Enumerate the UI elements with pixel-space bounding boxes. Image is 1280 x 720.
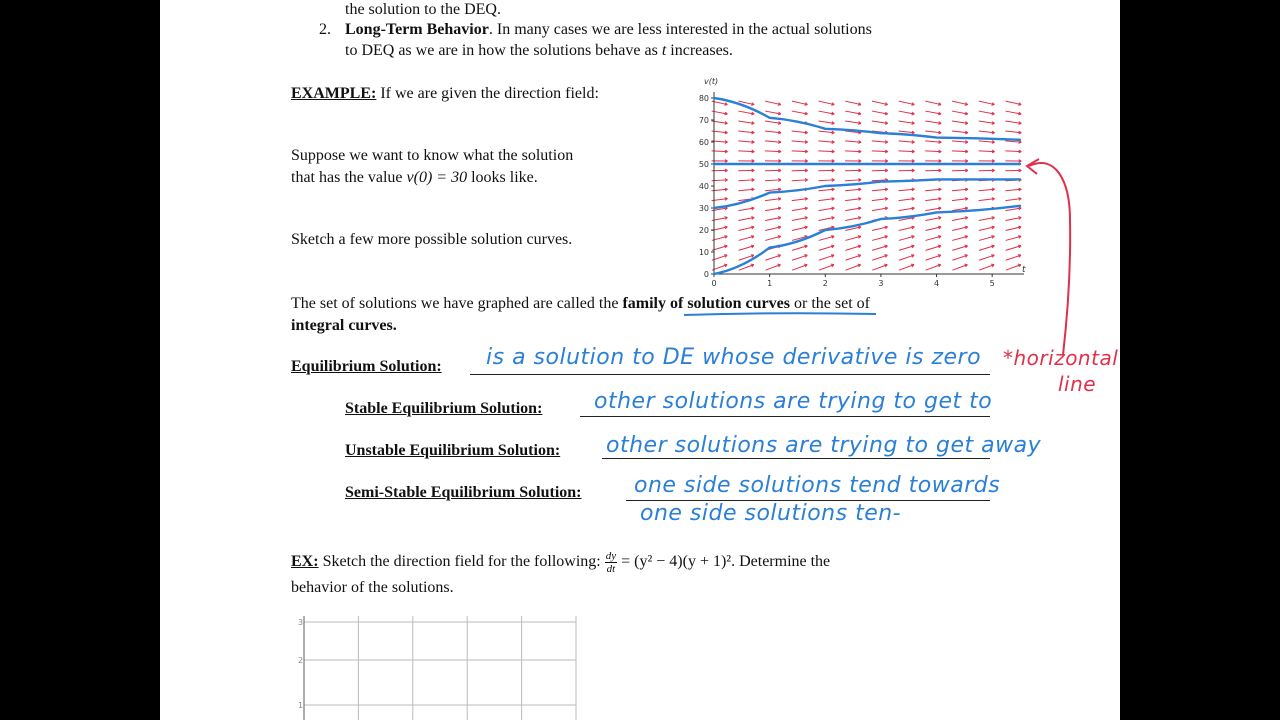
- example-text: If we are given the direction field:: [376, 85, 599, 102]
- list-item-text-2b: increases.: [666, 42, 733, 59]
- direction-arrow: [979, 236, 994, 240]
- fraction-numerator: dy: [605, 550, 617, 562]
- direction-arrow: [926, 246, 941, 251]
- y-tick-label: 30: [698, 204, 709, 213]
- ex2-label: EX:: [291, 553, 319, 571]
- direction-arrow: [952, 255, 967, 260]
- direction-arrow: [979, 265, 994, 271]
- direction-arrow: [899, 236, 914, 240]
- direction-arrow: [845, 246, 860, 251]
- variable-t: t: [661, 42, 667, 59]
- direction-arrow: [952, 151, 968, 152]
- direction-arrow: [872, 151, 888, 152]
- direction-arrow: [792, 255, 807, 260]
- direction-arrow: [845, 151, 861, 152]
- direction-arrow: [846, 255, 861, 260]
- direction-arrow: [792, 246, 807, 251]
- suppose-line-1: Suppose we want to know what the solution: [291, 147, 574, 164]
- list-number: 2.: [319, 21, 331, 38]
- y-tick-label: 50: [698, 160, 709, 169]
- ex2-line-1: [291, 550, 830, 575]
- solution-curve: [714, 179, 1020, 208]
- grid-y-tick-label: 1: [298, 701, 304, 710]
- semistable-answer-2: one side solutions ten-: [640, 501, 902, 526]
- example-line: [291, 84, 599, 104]
- list-item-line-2: [345, 41, 733, 61]
- suppose-text-a: that has the value: [291, 169, 407, 186]
- direction-arrow: [818, 151, 834, 152]
- integral-curves-term: integral curves.: [291, 317, 397, 334]
- horizontal-note-line-2: line: [1058, 372, 1097, 396]
- family-term: family of solution curves: [622, 295, 790, 312]
- document-page: [160, 0, 1120, 720]
- direction-arrow: [899, 255, 914, 260]
- x-tick-label: 3: [878, 279, 884, 288]
- derivative-fraction: [605, 550, 617, 575]
- y-tick-label: 20: [698, 226, 709, 235]
- direction-arrow: [738, 151, 754, 152]
- direction-field-arrows: [712, 101, 1022, 270]
- direction-arrow: [926, 265, 941, 271]
- direction-arrow: [979, 151, 995, 152]
- sketch-instruction: Sketch a few more possible solution curves.: [291, 231, 573, 248]
- blank-graph-grid: [296, 612, 586, 720]
- list-item-text-1: . In many cases we are less interested in the actual solutions: [488, 21, 872, 38]
- direction-arrow: [872, 246, 887, 251]
- stable-blank[interactable]: [580, 416, 990, 417]
- stable-answer: other solutions are trying to get to: [594, 389, 993, 414]
- solution-curves: [714, 98, 1020, 274]
- direction-arrow: [765, 255, 780, 260]
- x-axis-label: t: [1022, 265, 1026, 275]
- intro-line-top: the solution to the DEQ.: [345, 1, 501, 18]
- ex2-text-1: Sketch the direction field for the following:: [318, 553, 605, 571]
- solution-curve: [714, 206, 1020, 274]
- x-tick-label: 0: [711, 279, 717, 288]
- direction-arrow: [925, 236, 940, 240]
- direction-arrow: [845, 180, 861, 181]
- direction-arrow: [926, 255, 941, 260]
- semistable-label: Semi-Stable Equilibrium Solution:: [345, 484, 582, 501]
- y-tick-label: 40: [698, 182, 709, 191]
- semistable-answer-1: one side solutions tend towards: [634, 473, 1001, 498]
- direction-arrow: [819, 255, 834, 260]
- unstable-answer: other solutions are trying to get away: [606, 433, 1042, 458]
- stable-label: Stable Equilibrium Solution:: [345, 400, 543, 417]
- equilibrium-label: Equilibrium Solution:: [291, 358, 442, 375]
- direction-arrow: [899, 246, 914, 251]
- direction-arrow: [819, 246, 834, 251]
- direction-arrow: [792, 265, 807, 271]
- y-axis-label: v(t): [704, 77, 719, 86]
- handwritten-underline: [680, 310, 880, 320]
- y-tick-label: 70: [698, 116, 709, 125]
- direction-arrow: [872, 265, 887, 271]
- direction-arrow: [952, 236, 967, 240]
- chart-axes: [711, 92, 1024, 277]
- solution-curve: [714, 98, 1020, 140]
- list-item-line-1: [345, 20, 872, 40]
- direction-arrow: [792, 151, 808, 152]
- equilibrium-blank[interactable]: [470, 374, 990, 375]
- direction-arrow: [765, 151, 781, 152]
- grid-y-tick-label: 3: [298, 618, 304, 627]
- x-tick-label: 1: [767, 279, 773, 288]
- direction-arrow: [952, 246, 967, 251]
- direction-arrow: [818, 180, 834, 181]
- initial-condition: v(0) = 30: [406, 169, 468, 186]
- y-tick-label: 60: [698, 138, 709, 147]
- example-label: EXAMPLE:: [291, 85, 377, 102]
- ex2-equation: = (y² − 4)(y + 1)². Determine the: [617, 553, 831, 571]
- direction-arrow: [899, 151, 915, 152]
- x-tick-label: 4: [933, 279, 940, 288]
- direction-arrow: [819, 236, 834, 240]
- unstable-blank[interactable]: [602, 458, 990, 459]
- annotation-arrow: [1015, 150, 1105, 360]
- family-text-1: The set of solutions we have graphed are called the: [291, 295, 623, 312]
- direction-field-chart: [690, 74, 1050, 290]
- direction-arrow: [925, 151, 941, 152]
- direction-arrow: [846, 265, 861, 271]
- y-tick-label: 0: [703, 270, 709, 279]
- unstable-label: Unstable Equilibrium Solution:: [345, 442, 561, 459]
- suppose-line-2: [291, 168, 538, 188]
- horizontal-note-line-1: *horizontal: [1003, 346, 1119, 370]
- direction-arrow: [792, 180, 808, 181]
- x-tick-label: 5: [989, 279, 995, 288]
- y-tick-label: 80: [698, 94, 709, 103]
- grid-y-tick-label: 2: [298, 656, 304, 665]
- suppose-text-b: looks like.: [467, 169, 538, 186]
- fraction-denominator: dt: [606, 563, 616, 575]
- direction-arrow: [872, 236, 887, 240]
- direction-arrow: [765, 236, 780, 240]
- direction-arrow: [819, 265, 834, 271]
- list-item-title: Long-Term Behavior: [345, 21, 489, 38]
- direction-arrow: [979, 246, 994, 251]
- ex2-line-2: behavior of the solutions.: [291, 579, 454, 596]
- direction-arrow: [952, 265, 967, 271]
- direction-arrow: [872, 255, 887, 260]
- direction-arrow: [845, 236, 860, 240]
- direction-arrow: [765, 265, 780, 271]
- x-tick-label: 2: [822, 279, 828, 288]
- list-item-text-2a: to DEQ as we are in how the solutions behave as: [345, 42, 662, 59]
- direction-arrow: [979, 255, 994, 260]
- direction-arrow: [899, 265, 914, 271]
- equilibrium-answer: is a solution to DE whose derivative is zero: [486, 345, 982, 370]
- direction-arrow: [738, 180, 754, 181]
- direction-arrow: [739, 236, 754, 240]
- direction-arrow: [765, 180, 781, 181]
- direction-arrow: [739, 246, 754, 251]
- y-tick-label: 10: [698, 248, 709, 257]
- family-text-2: or the set of: [789, 295, 870, 312]
